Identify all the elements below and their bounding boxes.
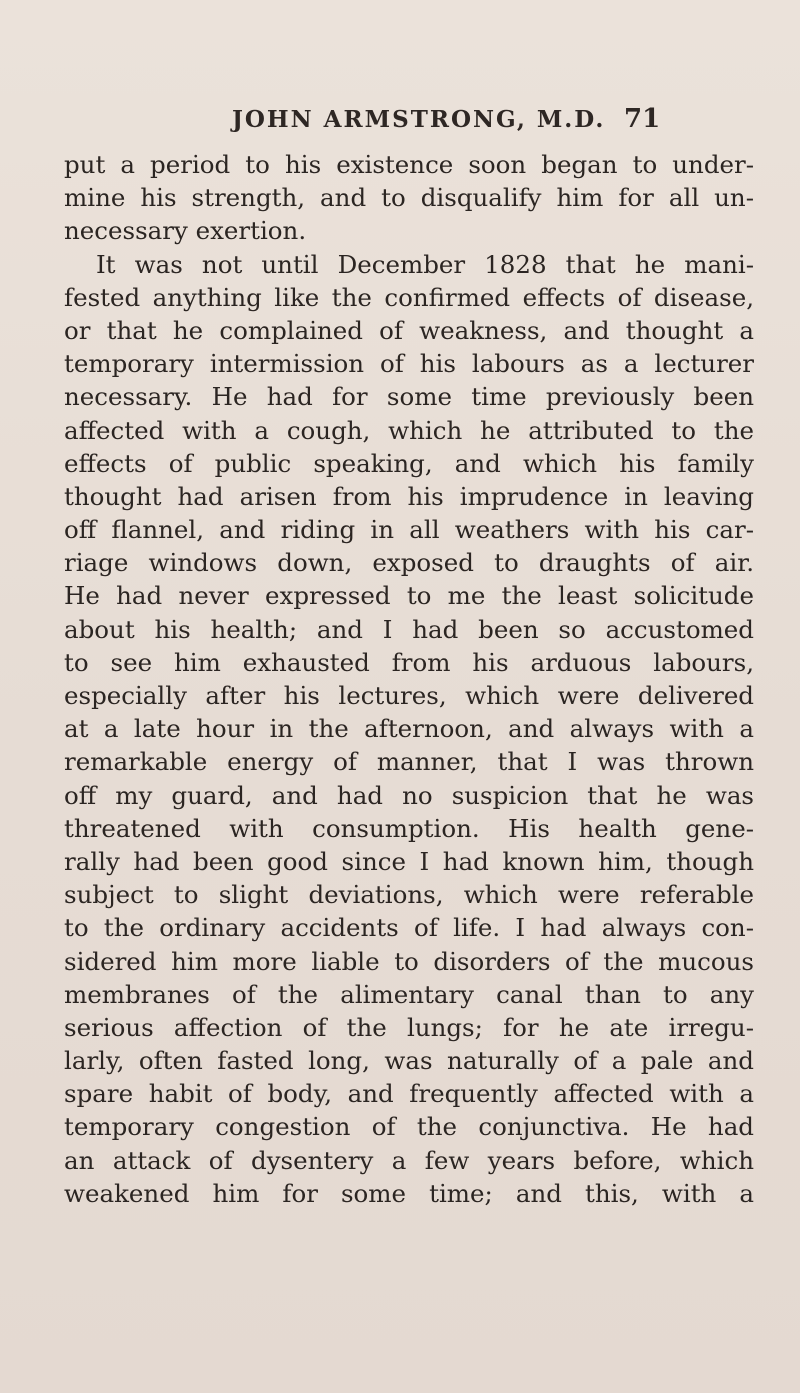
page-number: 71: [624, 104, 661, 134]
text-line: to the ordinary accidents of life. I had always con-: [64, 913, 754, 943]
running-head: JOHN ARMSTRONG, M.D.: [232, 106, 606, 133]
text-line: affected with a cough, which he attributed to the: [64, 415, 754, 445]
text-line: He had never expressed to me the least solicitude: [64, 581, 754, 611]
text-line: to see him exhausted from his arduous labours,: [64, 647, 754, 677]
text-line: about his health; and I had been so accustomed: [64, 614, 754, 644]
text-line: temporary congestion of the conjunctiva. He had: [64, 1112, 754, 1142]
text-line: off my guard, and had no suspicion that he was: [64, 780, 754, 810]
text-line: thought had arisen from his imprudence in leaving: [64, 481, 754, 511]
text-line: especially after his lectures, which were delivered: [64, 681, 754, 710]
text-line: rally had been good since I had known him, though: [64, 846, 754, 876]
text-line: subject to slight deviations, which were referable: [64, 880, 754, 910]
text-line: It was not until December 1828 that he mani-: [96, 249, 754, 279]
text-line: fested anything like the confirmed effects of disease,: [64, 282, 754, 312]
text-line: larly, often fasted long, was naturally of a pale and: [64, 1046, 754, 1076]
text-line: effects of public speaking, and which his family: [64, 448, 754, 478]
text-line: or that he complained of weakness, and thought a: [64, 315, 754, 345]
text-line: sidered him more liable to disorders of the mucous: [64, 946, 754, 976]
text-line: an attack of dysentery a few years before, which: [64, 1145, 754, 1175]
text-line: membranes of the alimentary canal than to any: [64, 979, 754, 1009]
text-line: riage windows down, exposed to draughts of air.: [64, 548, 754, 578]
text-line: weakened him for some time; and this, with a: [64, 1178, 754, 1208]
text-line: necessary exertion.: [64, 216, 307, 246]
text-line: mine his strength, and to disqualify him for all un-: [64, 183, 754, 213]
page-header: [0, 106, 800, 140]
text-line: necessary. He had for some time previously been: [64, 382, 754, 412]
text-line: off flannel, and riding in all weathers with his car-: [64, 515, 754, 545]
text-line: at a late hour in the afternoon, and always with a: [64, 714, 754, 744]
text-line: remarkable energy of manner, that I was thrown: [64, 747, 754, 777]
text-line: spare habit of body, and frequently affected with a: [64, 1079, 754, 1109]
body-text: [64, 148, 754, 1210]
text-line: threatened with consumption. His health gene-: [64, 813, 754, 843]
text-line: put a period to his existence soon began to under-: [64, 150, 754, 179]
text-line: serious affection of the lungs; for he ate irregu-: [64, 1012, 754, 1042]
text-line: temporary intermission of his labours as a lecturer: [64, 349, 754, 379]
